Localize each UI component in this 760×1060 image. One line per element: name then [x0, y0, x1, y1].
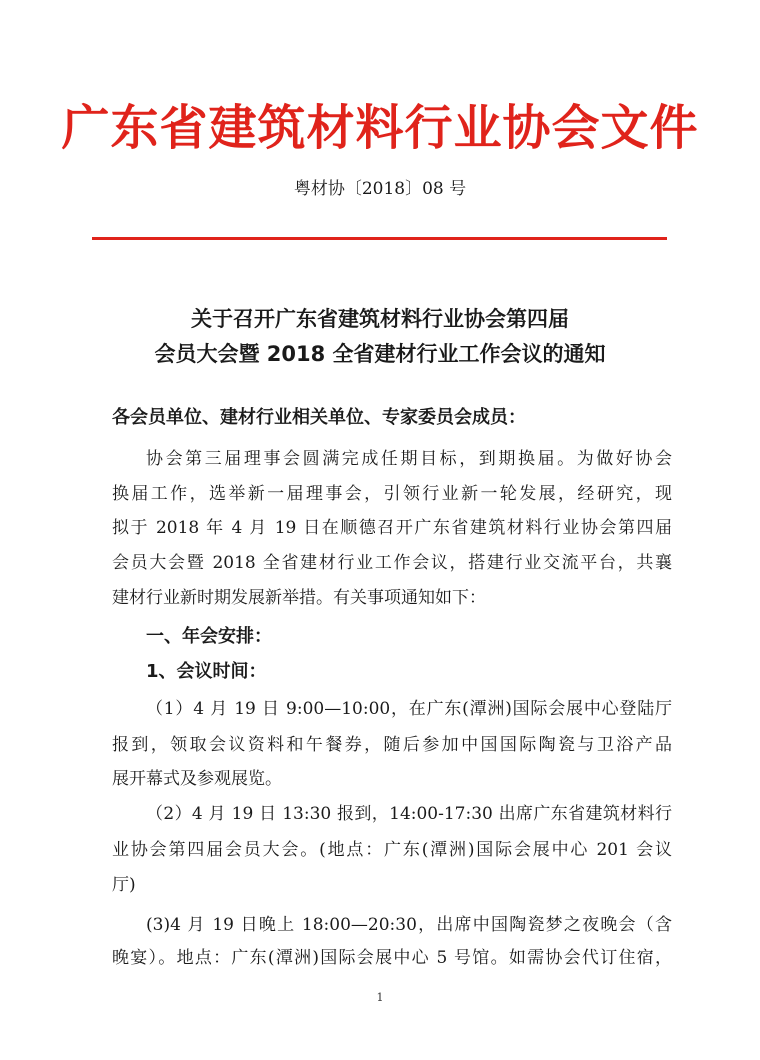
item-2-line: 业协会第四届会员大会。(地点：广东(潭洲)国际会展中心 201 会议 — [112, 840, 672, 860]
intro-line: 建材行业新时期发展新举措。有关事项通知如下： — [112, 588, 486, 608]
red-divider-line — [92, 237, 667, 240]
document-header-title: 广东省建筑材料行业协会文件 — [61, 100, 699, 156]
page-number: 1 — [376, 991, 384, 1004]
salutation: 各会员单位、建材行业相关单位、专家委员会成员： — [112, 407, 526, 428]
intro-line: 协会第三届理事会圆满完成任期目标，到期换届。为做好协会 — [146, 449, 672, 469]
intro-line: 换届工作，选举新一届理事会，引领行业新一轮发展，经研究，现 — [112, 484, 672, 504]
item-1-line: 展开幕式及参观展览。 — [112, 769, 282, 789]
item-3-line: 晚宴）。地点：广东(潭洲)国际会展中心 5 号馆。如需协会代订住宿， — [112, 948, 672, 968]
intro-line: 拟于 2018 年 4 月 19 日在顺德召开广东省建筑材料行业协会第四届 — [112, 518, 672, 538]
item-1-line: 报到，领取会议资料和午餐券，随后参加中国国际陶瓷与卫浴产品 — [112, 735, 672, 755]
notice-title-line-1: 关于召开广东省建筑材料行业协会第四届 — [191, 307, 569, 331]
notice-title-line-2: 会员大会暨 2018 全省建材行业工作会议的通知 — [154, 342, 606, 366]
subsection-heading: 1、会议时间： — [146, 661, 267, 682]
item-1-line: （1）4 月 19 日 9:00—10:00，在广东(潭洲)国际会展中心登陆厅 — [146, 699, 672, 719]
intro-line: 会员大会暨 2018 全省建材行业工作会议，搭建行业交流平台，共襄 — [112, 553, 672, 573]
item-2-line: （2）4 月 19 日 13:30 报到，14:00-17:30 出席广东省建筑材料行 — [146, 804, 672, 824]
item-2-line: 厅) — [112, 875, 136, 895]
section-heading: 一、年会安排： — [146, 626, 272, 647]
item-3-line: (3)4 月 19 日晚上 18:00—20:30，出席中国陶瓷梦之夜晚会（含 — [146, 915, 672, 935]
document-number: 粤材协〔2018〕08 号 — [293, 179, 467, 199]
